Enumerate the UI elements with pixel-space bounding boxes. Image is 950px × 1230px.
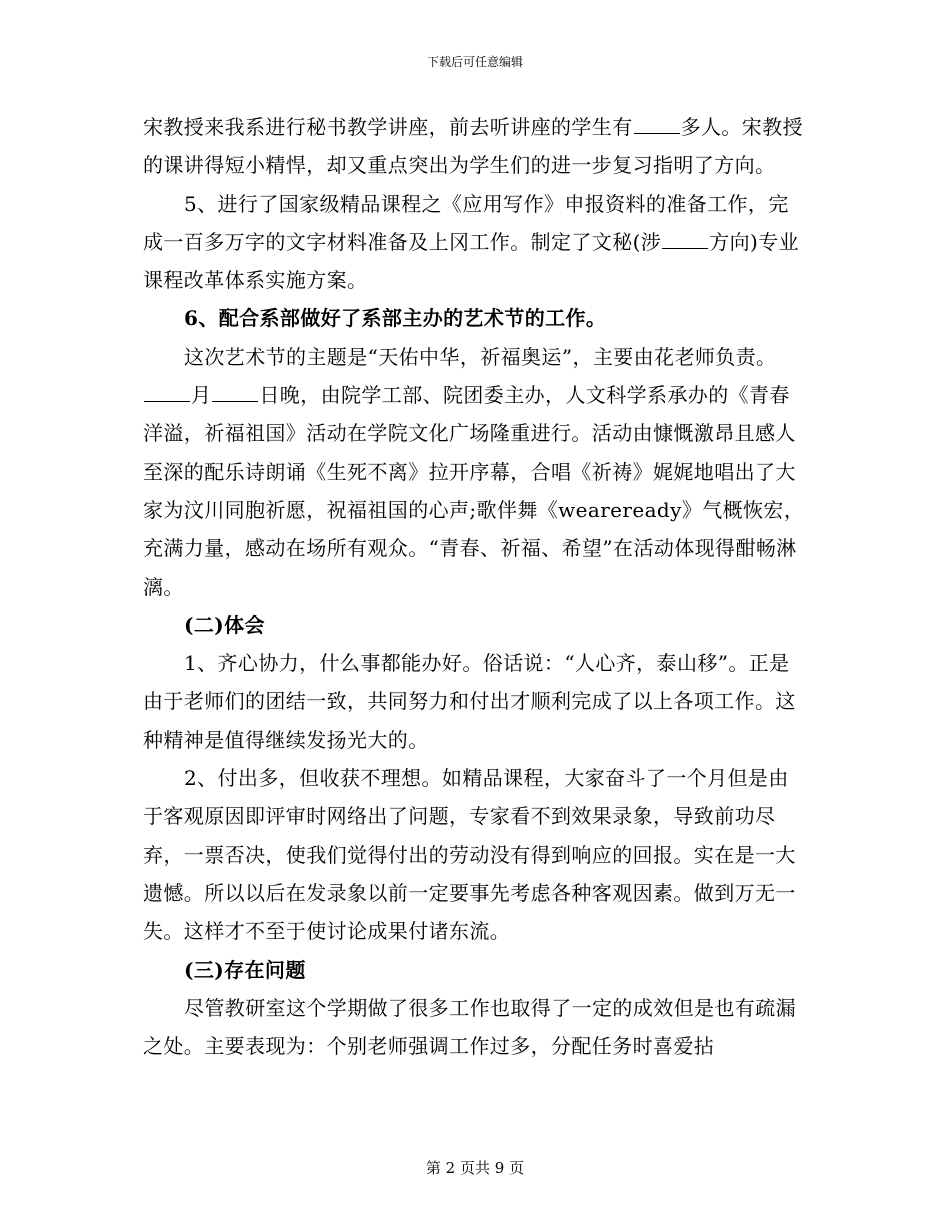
- section-heading-problems: (三)存在问题: [184, 957, 306, 982]
- paragraph-art-festival: [143, 338, 807, 606]
- paragraph-lecture-text-b: 多人。宋教授的课讲得短小精悍，却又重点突出为学生们的进一步复习指明了方向。: [143, 115, 804, 178]
- paragraph-experience-2: 2、付出多，但收获不理想。如精品课程，大家奋斗了一个月但是由于客观原因即评审时网络出了问题，专家看不到效果录象，导致前功尽弃，一票否决，使我们觉得付出的劳动没有得到响应的回报。实在是一大遗憾。所以以后在发录象以前一定要事先考虑各种客观因素。做到万无一失。这样才不至于使讨论成果付诸东流。: [143, 766, 796, 944]
- fill-in-blank: [662, 232, 708, 249]
- paragraph-art-festival-text-c: 日晚，由院学工部、院团委主办，人文科学系承办的《青春洋溢，祈福祖国》活动在学院文化广场隆重进行。活动由慷慨激昂且感人至深的配乐诗朗诵《生死不离》拉开序幕，合唱《祈祷》娓娓地唱出了大家为汶川同胞祈愿，祝福祖国的心声;歌伴舞《weareready》气概恢宏，充满力量，感动在场所有观众。“青春、祈福、希望”在活动体现得酣畅淋漓。: [143, 383, 805, 599]
- paragraph-experience-1: 1、齐心协力，什么事都能办好。俗话说：“人心齐，泰山移”。正是由于老师们的团结一致，共同努力和付出才顺利完成了以上各项工作。这种精神是值得继续发扬光大的。: [143, 651, 796, 752]
- paragraph-item-5-text-a: 5、进行了国家级精品课程之《应用写作》申报资料的准备工作，完成一百多万字的文字材料准备及上冈工作。制定了文秘(涉: [143, 191, 789, 254]
- page-footer: 第 2 页共 9 页: [425, 1159, 525, 1177]
- heading-item-6: 6、配合系部做好了系部主办的艺术节的工作。: [184, 306, 607, 331]
- paragraph-item-5: [143, 185, 807, 300]
- paragraph-item-5-text-b: 方向)专业课程改革体系实施方案。: [143, 229, 800, 293]
- document-body: [143, 108, 807, 1065]
- section-heading-experience: (二)体会: [184, 612, 265, 637]
- paragraph-lecture: [143, 108, 807, 185]
- month-label: 月: [191, 383, 212, 408]
- paragraph-lecture-text-a: 宋教授来我系进行秘书教学讲座，前去听讲座的学生有: [143, 115, 633, 139]
- page-header: 下载后可任意编辑: [426, 55, 523, 69]
- paragraph-problems: 尽管教研室这个学期做了很多工作也取得了一定的成效但是也有疏漏之处。主要表现为：个别老师强调工作过多，分配任务时喜爱拈: [143, 995, 796, 1059]
- fill-in-blank: [212, 385, 258, 402]
- fill-in-blank: [144, 385, 190, 402]
- fill-in-blank: [634, 117, 680, 134]
- paragraph-art-festival-text-a: 这次艺术节的主题是“天佑中华，祈福奥运”，主要由花老师负责。: [184, 344, 777, 369]
